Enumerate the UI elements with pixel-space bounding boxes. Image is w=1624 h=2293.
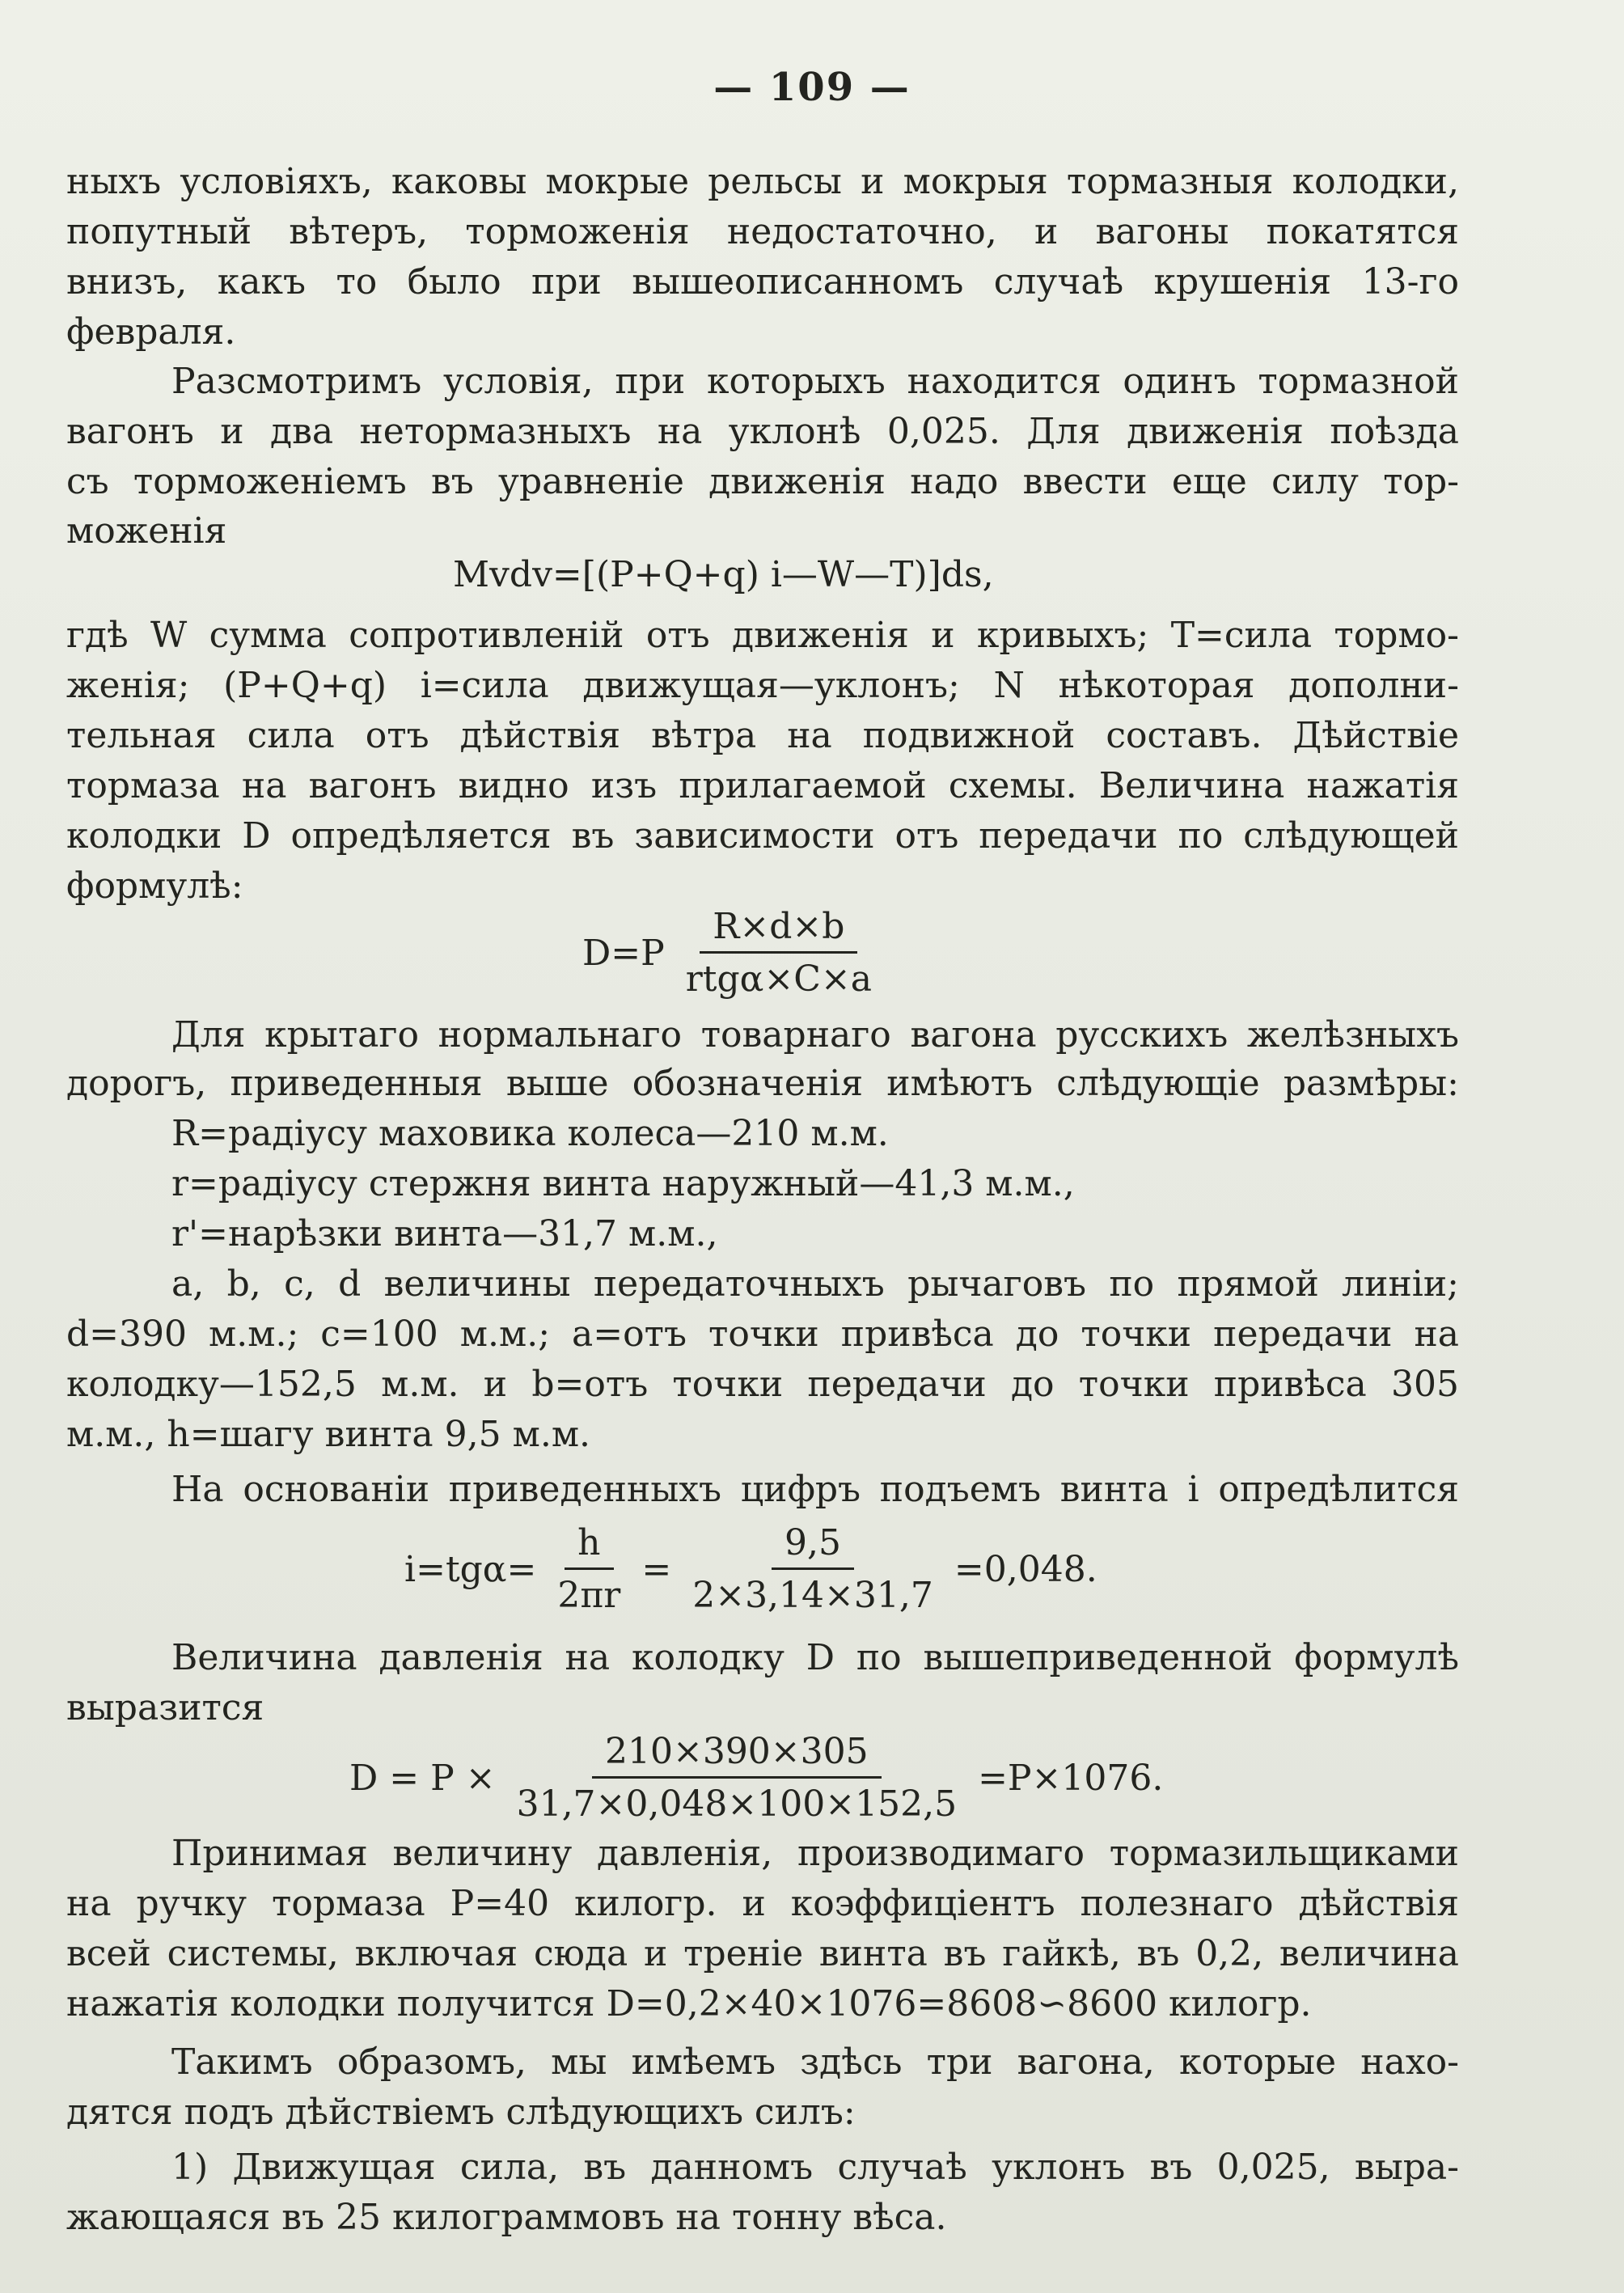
text-line: a, b, c, d величины передаточныхъ рычаговъ по прямой линіи; — [171, 1263, 1459, 1305]
text-line: Такимъ образомъ, мы имѣемъ здѣсь три вагона, которые нахо- — [171, 2041, 1459, 2083]
text-line: дорогъ, приведенныя выше обозначенія имѣютъ слѣдующіе размѣры: — [66, 1063, 1459, 1104]
text-line: вагонъ и два нетормазныхъ на уклонѣ 0,025. Для движенія поѣзда — [66, 411, 1459, 452]
formula-result-lhs: D = P × — [349, 1757, 496, 1799]
text-line: февраля. — [66, 311, 236, 353]
text-line: ныхъ условіяхъ, каковы мокрые рельсы и мокрыя тормазныя колодки, — [66, 161, 1459, 202]
page-number: — 109 — — [713, 65, 911, 110]
text-line: формулѣ: — [66, 865, 243, 907]
text-line: тормаза на вагонъ видно изъ прилагаемой схемы. Величина нажатія — [66, 765, 1459, 806]
formula-motion-text: Mvdv=[(P+Q+q) i—W—T)]ds, — [453, 553, 994, 595]
text-line: съ торможеніемъ въ уравненіе движенія надо ввести еще силу тор- — [66, 461, 1459, 502]
formula-result-rhs: =P×1076. — [978, 1757, 1164, 1799]
text-line: дятся подъ дѣйствіемъ слѣдующихъ силъ: — [66, 2092, 856, 2133]
formula-pressure-numerator: R×d×b — [700, 906, 857, 954]
formula-pressure — [582, 904, 893, 1001]
formula-motion — [453, 550, 994, 599]
text-line: внизъ, какъ то было при вышеописанномъ случаѣ крушенія 13-го — [66, 261, 1459, 302]
formula-pressure-denominator: rtgα×C×a — [685, 958, 872, 1000]
text-line: женія; (P+Q+q) i=сила движущая—уклонъ; N нѣкоторая дополни- — [66, 665, 1459, 706]
text-line: R=радіусу маховика колеса—210 м.м. — [171, 1113, 889, 1154]
text-line: r'=нарѣзки винта—31,7 м.м., — [171, 1213, 718, 1254]
formula-incline-fraction-1 — [544, 1522, 633, 1617]
formula-incline-equals: = — [641, 1548, 672, 1590]
text-line: d=390 м.м.; c=100 м.м.; a=отъ точки привѣса до точки передачи на — [66, 1314, 1459, 1355]
text-line: тельная сила отъ дѣйствія вѣтра на подвижной составъ. Дѣйствіе — [66, 715, 1459, 756]
formula-incline-rhs: =0,048. — [954, 1548, 1097, 1590]
formula-result — [349, 1721, 1163, 1834]
text-line: выразится — [66, 1687, 264, 1728]
text-line: Принимая величину давленія, производимаго тормазильщиками — [171, 1833, 1459, 1874]
text-line: нажатія колодки получится D=0,2×40×1076=8608∽8600 килогр. — [66, 1983, 1312, 2024]
formula-incline — [404, 1521, 1097, 1618]
formula-incline-lhs: i=tgα= — [404, 1548, 537, 1590]
formula-result-fraction — [504, 1731, 970, 1826]
formula-result-denominator: 31,7×0,048×100×152,5 — [516, 1783, 958, 1825]
formula-incline-denominator-1: 2πr — [557, 1574, 621, 1616]
text-line: 1) Движущая сила, въ данномъ случаѣ уклонъ въ 0,025, выра- — [171, 2147, 1459, 2188]
text-line: всей системы, включая сюда и треніе винта въ гайкѣ, въ 0,2, величина — [66, 1933, 1459, 1974]
text-line: гдѣ W сумма сопротивленій отъ движенія и кривыхъ; T=сила тормо- — [66, 615, 1459, 656]
text-line: колодки D опредѣляется въ зависимости отъ передачи по слѣдующей — [66, 815, 1459, 857]
formula-incline-denominator-2: 2×3,14×31,7 — [692, 1574, 933, 1616]
text-line: жающаяся въ 25 килограммовъ на тонну вѣса. — [66, 2197, 947, 2238]
text-line: Величина давленія на колодку D по вышеприведенной формулѣ — [171, 1637, 1459, 1678]
formula-incline-numerator-1: h — [565, 1522, 613, 1570]
text-line: попутный вѣтеръ, торможенія недостаточно, и вагоны покатятся — [66, 211, 1459, 252]
text-line: На основаніи приведенныхъ цифръ подъемъ винта i опредѣлится — [171, 1469, 1459, 1510]
text-line: моженія — [66, 510, 227, 552]
formula-result-numerator: 210×390×305 — [592, 1731, 882, 1779]
text-line: на ручку тормаза P=40 килогр. и коэффиціентъ полезнаго дѣйствія — [66, 1883, 1459, 1924]
text-line: Разсмотримъ условія, при которыхъ находится одинъ тормазной — [171, 361, 1459, 402]
formula-pressure-fraction — [673, 906, 885, 1001]
text-line: колодку—152,5 м.м. и b=отъ точки передачи до точки привѣса 305 — [66, 1364, 1459, 1405]
text-line: м.м., h=шагу винта 9,5 м.м. — [66, 1414, 591, 1455]
formula-incline-numerator-2: 9,5 — [772, 1522, 854, 1570]
text-line: r=радіусу стержня винта наружный—41,3 м.м., — [171, 1163, 1075, 1204]
text-line: Для крытаго нормальнаго товарнаго вагона русскихъ желѣзныхъ — [171, 1014, 1459, 1056]
formula-incline-fraction-2 — [679, 1522, 946, 1617]
formula-pressure-lhs: D=P — [582, 932, 665, 974]
